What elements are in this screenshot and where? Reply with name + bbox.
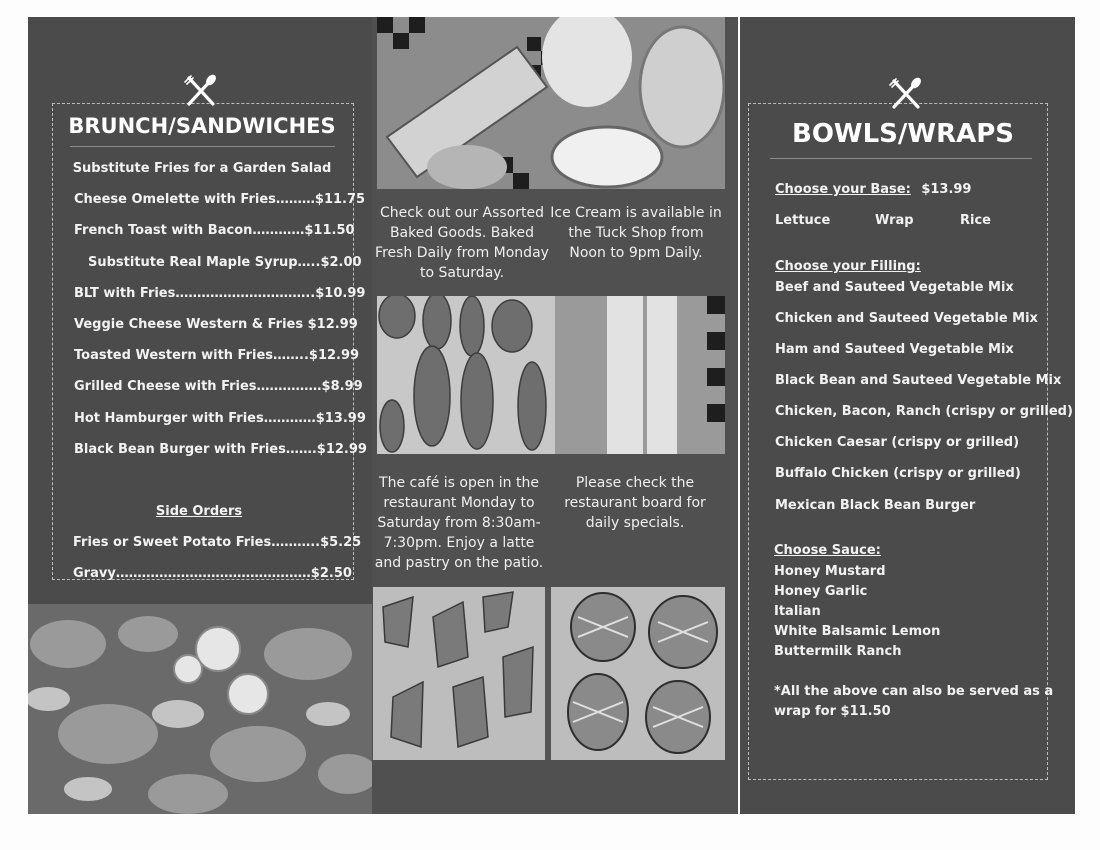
sandwich-photo	[377, 17, 725, 189]
icecream-blurb: Ice Cream is available in the Tuck Shop from Noon to 9pm Daily.	[550, 205, 722, 261]
cafe-hours-blurb: The café is open in the restaurant Monday to Saturday from 8:30am-7:30pm. Enjoy a latte and pastry on the patio.	[374, 475, 544, 571]
side-orders-heading: Side Orders	[155, 504, 243, 519]
sauce-option: Italian	[774, 604, 821, 619]
filling-label: Choose your Filling:	[775, 259, 921, 274]
wrap-footnote: *All the above can also be served as a	[774, 684, 1054, 699]
base-option: Wrap	[875, 213, 914, 228]
filling-option: Black Bean and Sauteed Vegetable Mix	[775, 373, 1062, 388]
wrap-footnote-price: wrap for $11.50	[774, 704, 891, 719]
sauce-option: White Balsamic Lemon	[774, 624, 941, 639]
bowls-title: BOWLS/WRAPS	[792, 119, 1014, 149]
menu-item: Veggie Cheese Western & Fries $12.99	[74, 317, 358, 332]
base-label: Choose your Base:	[775, 182, 911, 197]
base-option: Lettuce	[775, 213, 831, 228]
menu-item: Toasted Western with Fries……..$12.99	[74, 348, 360, 363]
sauce-label: Choose Sauce:	[774, 543, 881, 558]
right-title-rule	[770, 158, 1032, 159]
side-item: Gravy………………………………………$2.50	[73, 566, 352, 581]
fork-knife-icon	[888, 76, 924, 112]
specials-blurb: Please check the restaurant board for daily specials.	[564, 475, 706, 531]
filling-option: Ham and Sauteed Vegetable Mix	[775, 342, 1014, 357]
menu-item: Black Bean Burger with Fries…….$12.99	[74, 442, 367, 457]
side-item: Fries or Sweet Potato Fries………..$5.25	[73, 535, 362, 550]
sauce-option: Honey Garlic	[774, 584, 868, 599]
filling-option: Chicken Caesar (crispy or grilled)	[775, 435, 1020, 450]
fork-knife-icon	[183, 73, 219, 109]
menu-item: Substitute Real Maple Syrup…..$2.00	[88, 255, 362, 270]
menu-item: Cheese Omelette with Fries………$11.75	[74, 192, 366, 207]
sauce-option: Buttermilk Ranch	[774, 644, 902, 659]
filling-option: Beef and Sauteed Vegetable Mix	[775, 280, 1014, 295]
brunch-title: BRUNCH/SANDWICHES	[68, 114, 336, 138]
menu-item: French Toast with Bacon…………$11.50	[74, 223, 355, 238]
pastry-photo	[373, 587, 725, 760]
menu-item: Grilled Cheese with Fries……………$8.99	[74, 379, 363, 394]
sauce-option: Honey Mustard	[774, 564, 886, 579]
filling-option: Mexican Black Bean Burger	[775, 498, 976, 513]
filling-option: Buffalo Chicken (crispy or grilled)	[775, 466, 1021, 481]
bakery-blurb: Check out our Assorted Baked Goods. Baked Fresh Daily from Monday to Saturday.	[375, 205, 549, 281]
base-option: Rice	[960, 213, 991, 228]
menu-item: Hot Hamburger with Fries…………$13.99	[74, 411, 366, 426]
left-title-rule	[70, 146, 335, 147]
menu-item: BLT with Fries…………………………..$10.99	[74, 286, 366, 301]
salad-substitute-note: Substitute Fries for a Garden Salad	[72, 161, 332, 176]
base-price: $13.99	[921, 182, 972, 197]
filling-option: Chicken and Sauteed Vegetable Mix	[775, 311, 1038, 326]
filling-option: Chicken, Bacon, Ranch (crispy or grilled)	[775, 404, 1073, 419]
base-row	[775, 182, 971, 197]
croissant-photo	[377, 296, 725, 454]
salad-photo	[28, 604, 372, 814]
